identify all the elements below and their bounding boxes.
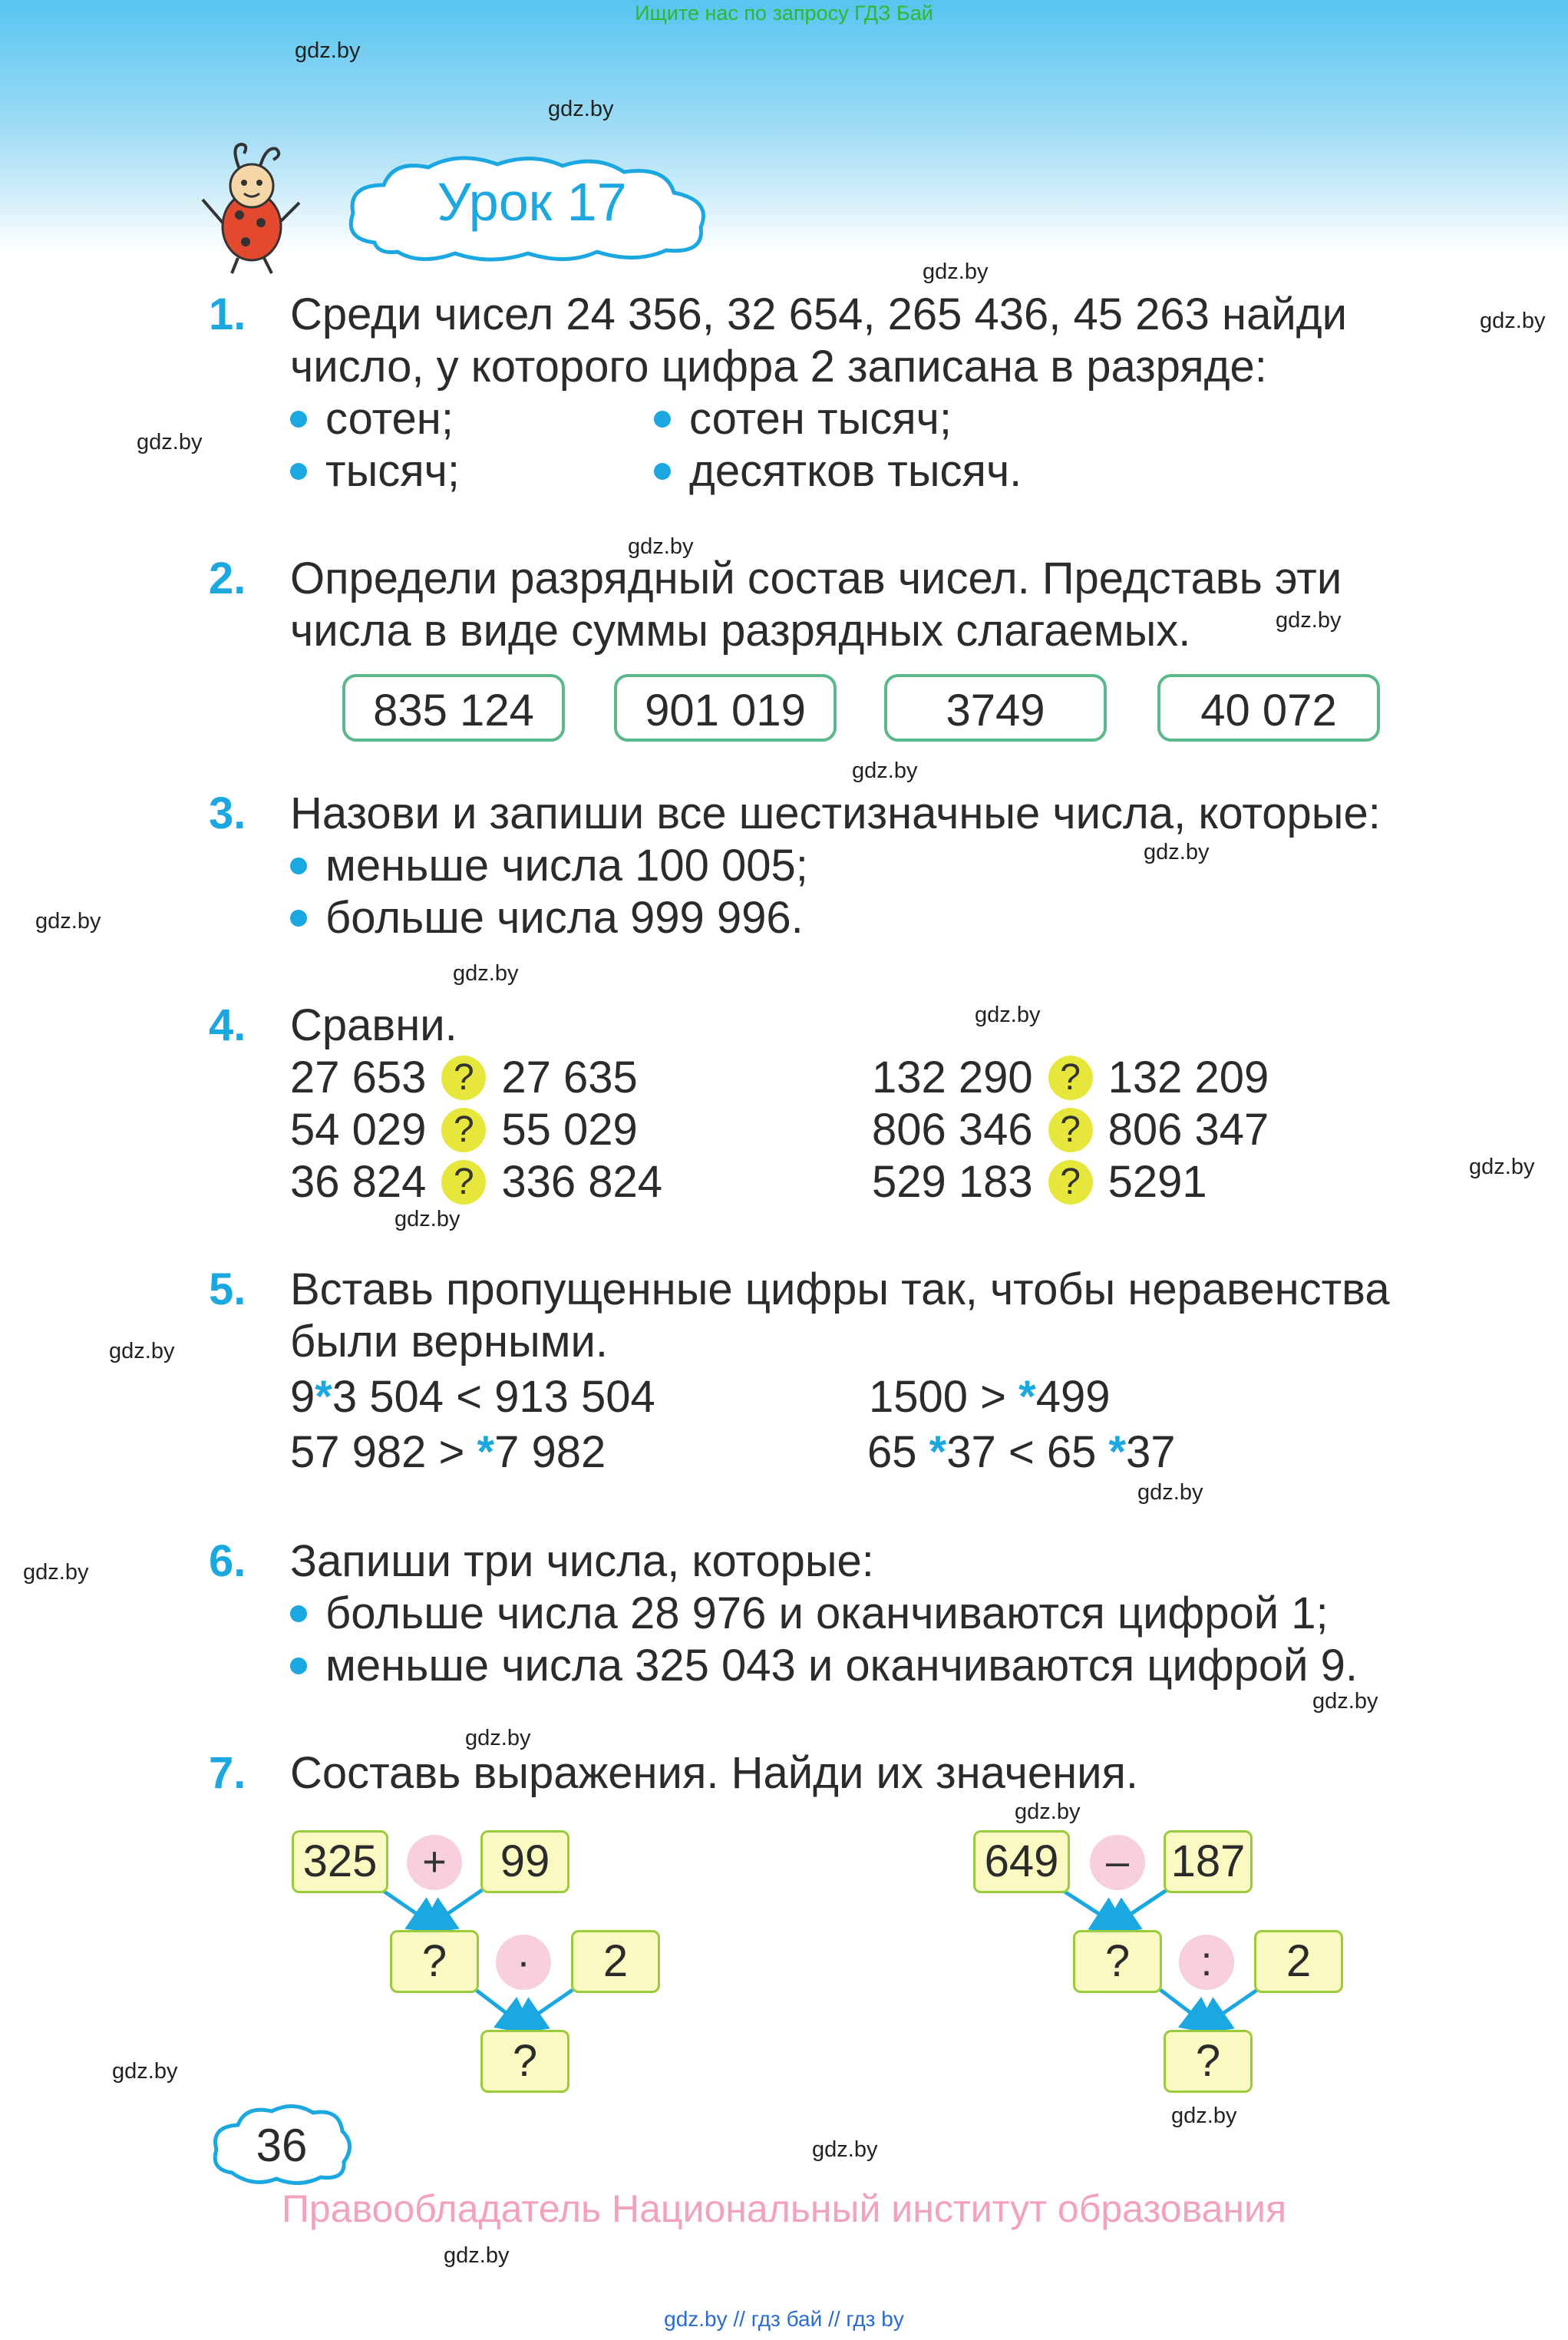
watermark: gdz.by (923, 259, 989, 284)
question-icon: ? (441, 1108, 486, 1152)
question-icon: ? (441, 1056, 486, 1100)
expression-box: 649 (973, 1830, 1070, 1893)
copyright: Правообладатель Национальный институт образования (281, 2187, 1287, 2230)
task-text: Сравни. (290, 1000, 457, 1050)
watermark: gdz.by (1312, 1689, 1378, 1714)
bullet-icon (290, 411, 307, 428)
lesson-title: Урок 17 (437, 172, 627, 232)
ladybug-icon (192, 138, 307, 276)
compare-row: 529 183 ? 5291 (872, 1157, 1207, 1207)
watermark: gdz.by (465, 1726, 531, 1750)
compare-row: 36 824 ? 336 824 (290, 1157, 663, 1207)
watermark: gdz.by (628, 534, 694, 559)
watermark: gdz.by (295, 38, 361, 63)
bullet-icon (290, 463, 307, 480)
task-text: число, у которого цифра 2 записана в разряде: (290, 342, 1267, 392)
watermark: gdz.by (975, 1003, 1041, 1027)
task-text: были верными. (290, 1317, 609, 1367)
list-item: больше числа 999 996. (290, 892, 804, 944)
list-item: меньше числа 325 043 и оканчиваются цифрой 9. (290, 1640, 1358, 1692)
task-text: Запиши три числа, которые: (290, 1536, 874, 1586)
result-box: ? (480, 2030, 569, 2093)
asterisk-icon: * (1108, 1427, 1127, 1477)
task-text: Вставь пропущенные цифры так, чтобы неравенства (290, 1264, 1390, 1314)
watermark: gdz.by (852, 759, 918, 783)
compare-row: 806 346 ? 806 347 (872, 1105, 1269, 1155)
inequality: 65 *37 < 65 *37 (867, 1427, 1176, 1477)
watermark: gdz.by (1144, 840, 1210, 864)
top-note[interactable]: Ищите нас по запросу ГДЗ Бай (635, 2, 933, 25)
minus-icon: – (1090, 1835, 1145, 1890)
plus-icon: + (407, 1835, 462, 1890)
watermark: gdz.by (1015, 1800, 1081, 1824)
list-item: сотен тысяч; (654, 393, 952, 445)
task-text: числа в виде суммы разрядных слагаемых. (290, 606, 1191, 656)
asterisk-icon: * (477, 1427, 495, 1477)
number-box: 3749 (884, 674, 1107, 742)
number-box: 835 124 (342, 674, 565, 742)
asterisk-icon: * (1018, 1372, 1036, 1422)
inequality: 9*3 504 < 913 504 (290, 1372, 655, 1422)
bullet-icon (654, 411, 671, 428)
watermark: gdz.by (112, 2059, 178, 2084)
task-number: 6. (209, 1536, 246, 1586)
bullet-icon (290, 858, 307, 874)
watermark: gdz.by (109, 1339, 175, 1363)
task-number: 2. (209, 554, 246, 603)
task-number: 7. (209, 1748, 246, 1798)
task-text: Назови и запиши все шестизначные числа, которые: (290, 788, 1381, 838)
watermark: gdz.by (394, 1207, 460, 1231)
bullet-icon (654, 463, 671, 480)
number-box: 40 072 (1157, 674, 1380, 742)
expression-box: 187 (1164, 1830, 1253, 1893)
compare-row: 54 029 ? 55 029 (290, 1105, 638, 1155)
asterisk-icon: * (315, 1372, 332, 1422)
watermark: gdz.by (1480, 309, 1546, 333)
task-number: 1. (209, 289, 246, 339)
inequality: 1500 > *499 (869, 1372, 1111, 1422)
watermark: gdz.by (23, 1560, 89, 1585)
expression-box: 99 (480, 1830, 569, 1893)
watermark: gdz.by (1276, 608, 1342, 633)
bullet-icon (290, 1605, 307, 1622)
expression-box: 325 (292, 1830, 388, 1893)
asterisk-icon: * (929, 1427, 947, 1477)
question-icon: ? (441, 1160, 486, 1205)
divide-icon: : (1179, 1935, 1234, 1990)
list-item: меньше числа 100 005; (290, 840, 808, 892)
watermark: gdz.by (812, 2137, 878, 2162)
task-number: 5. (209, 1264, 246, 1314)
multiply-icon: · (496, 1935, 551, 1990)
question-icon: ? (1048, 1056, 1093, 1100)
watermark: gdz.by (548, 97, 614, 121)
list-item: десятков тысяч. (654, 445, 1022, 497)
task-number: 4. (209, 1000, 246, 1050)
watermark: gdz.by (1171, 2104, 1237, 2128)
watermark: gdz.by (453, 961, 519, 986)
list-item: тысяч; (290, 445, 460, 497)
watermark: gdz.by (1137, 1480, 1203, 1505)
page-number: 36 (256, 2120, 308, 2171)
expression-box: 2 (571, 1930, 660, 1993)
list-item: сотен; (290, 393, 454, 445)
question-icon: ? (1048, 1108, 1093, 1152)
bottom-links[interactable]: gdz.by // гдз бай // гдз by (664, 2307, 904, 2331)
inequality: 57 982 > *7 982 (290, 1427, 606, 1477)
question-icon: ? (1048, 1160, 1093, 1205)
compare-row: 27 653 ? 27 635 (290, 1053, 638, 1102)
bullet-icon (290, 1658, 307, 1674)
expression-box: ? (390, 1930, 479, 1993)
number-box: 901 019 (614, 674, 837, 742)
task-number: 3. (209, 788, 246, 838)
watermark: gdz.by (35, 909, 101, 934)
watermark: gdz.by (1469, 1155, 1535, 1179)
task-text: Среди чисел 24 356, 32 654, 265 436, 45 263 найди (290, 289, 1347, 339)
task-text: Определи разрядный состав чисел. Представь эти (290, 554, 1342, 603)
watermark: gdz.by (444, 2243, 510, 2268)
list-item: больше числа 28 976 и оканчиваются цифрой 1; (290, 1588, 1329, 1640)
expression-box: ? (1073, 1930, 1162, 1993)
expression-box: 2 (1254, 1930, 1343, 1993)
watermark: gdz.by (137, 430, 203, 454)
task-text: Составь выражения. Найди их значения. (290, 1748, 1139, 1798)
result-box: ? (1164, 2030, 1253, 2093)
compare-row: 132 290 ? 132 209 (872, 1053, 1269, 1102)
bullet-icon (290, 910, 307, 927)
